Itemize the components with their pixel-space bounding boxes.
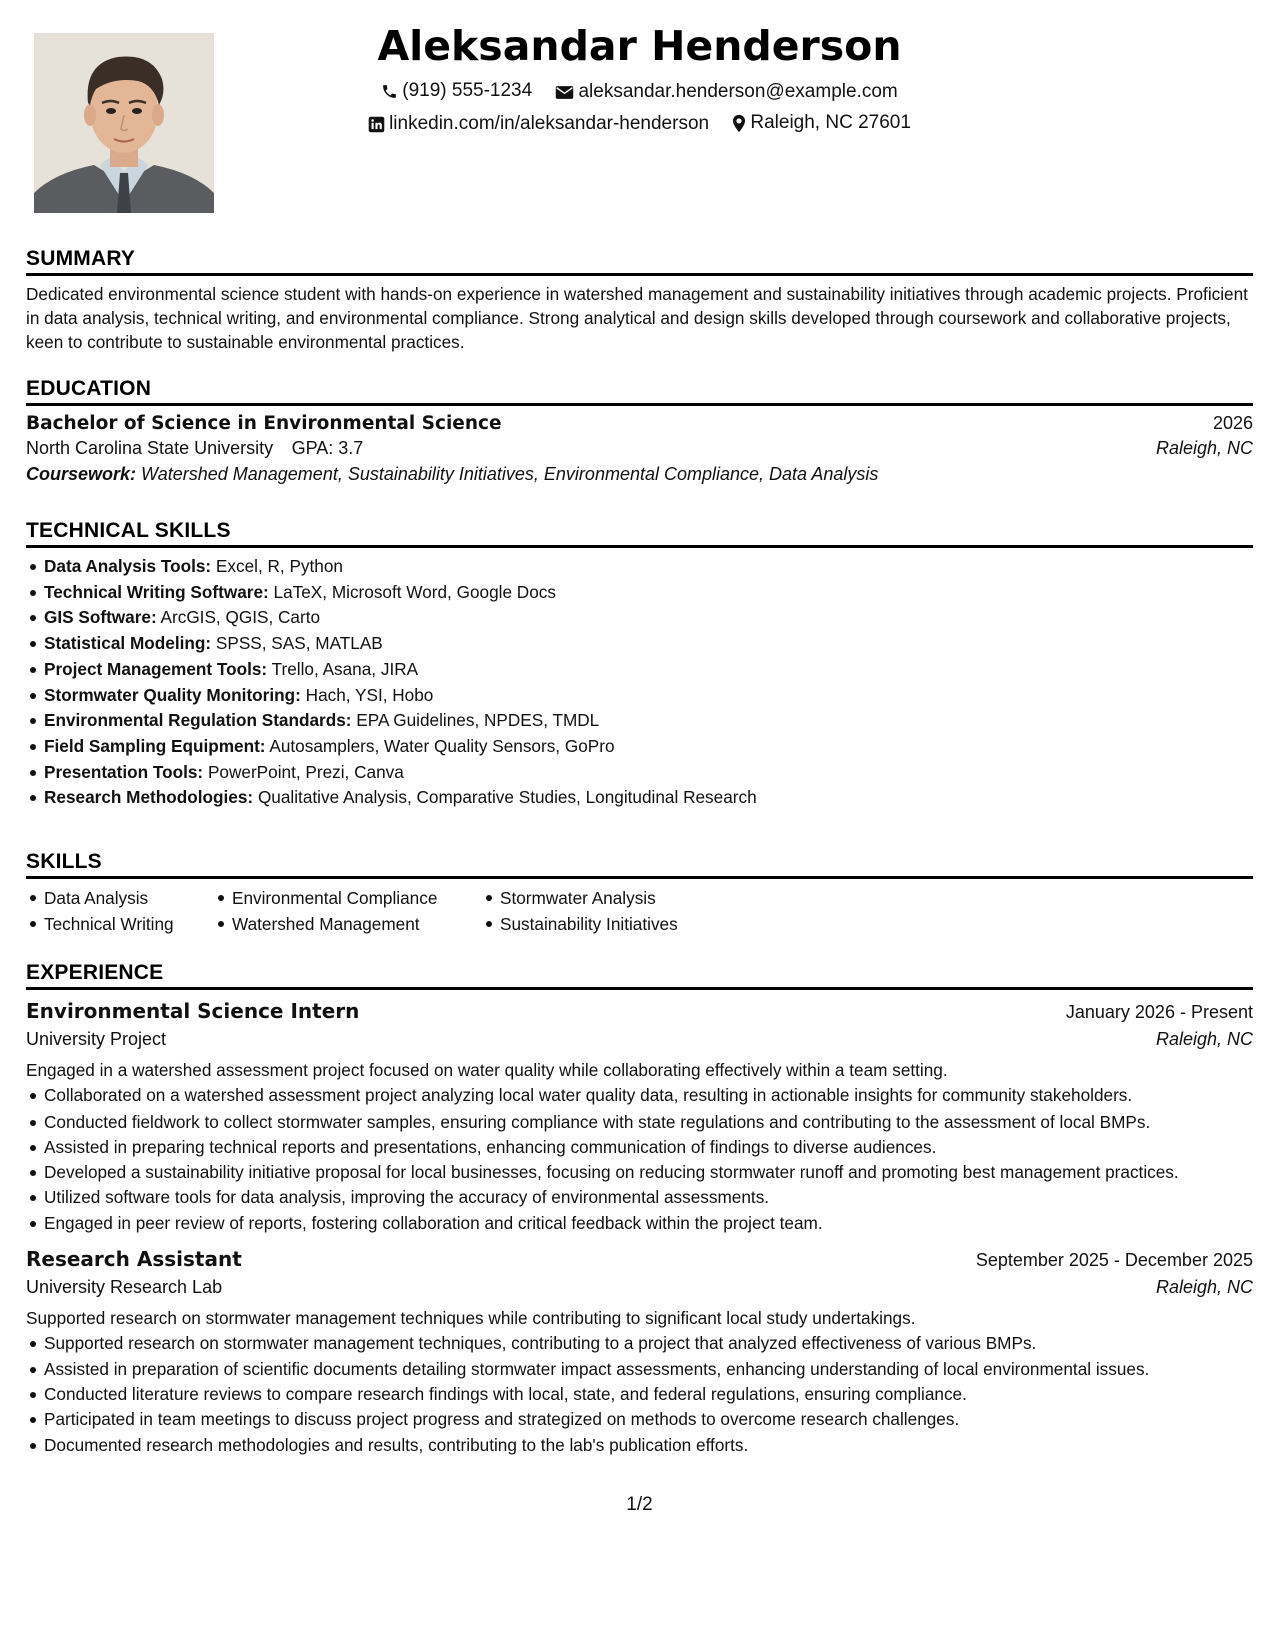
list-item: Environmental Compliance bbox=[232, 885, 482, 911]
skills-grid bbox=[26, 885, 1253, 937]
list-item: Environmental Regulation Standards: EPA Guidelines, NPDES, TMDL bbox=[44, 708, 1253, 734]
map-pin-icon bbox=[732, 114, 746, 133]
job-location: Raleigh, NC bbox=[1155, 1029, 1253, 1049]
location-contact bbox=[732, 112, 911, 134]
job-bullets bbox=[26, 1083, 1253, 1237]
skills-column bbox=[26, 885, 214, 937]
summary-section bbox=[26, 245, 1253, 354]
job-title: Research Assistant bbox=[26, 1246, 242, 1271]
job-bullets bbox=[26, 1331, 1253, 1459]
coursework-label: Coursework: bbox=[26, 464, 137, 484]
skills-column bbox=[482, 885, 750, 937]
list-item: Project Management Tools: Trello, Asana, JIRA bbox=[44, 657, 1253, 683]
list-item: GIS Software: ArcGIS, QGIS, Carto bbox=[44, 605, 1253, 631]
job-dates: January 2026 - Present bbox=[1065, 1002, 1253, 1022]
school-location: Raleigh, NC bbox=[1155, 438, 1253, 458]
experience-section bbox=[26, 959, 1253, 1459]
section-title: TECHNICAL SKILLS bbox=[26, 517, 1253, 548]
graduation-year: 2026 bbox=[1212, 413, 1253, 433]
list-item: Developed a sustainability initiative proposal for local businesses, focusing on reducing stormwater runoff and promoting best management practices. bbox=[44, 1160, 1253, 1184]
contact-line-1 bbox=[26, 80, 1253, 106]
envelope-icon bbox=[555, 85, 574, 100]
degree-title: Bachelor of Science in Environmental Science bbox=[26, 413, 502, 434]
skills-column bbox=[214, 885, 482, 937]
section-title: SUMMARY bbox=[26, 245, 1253, 276]
candidate-name: Aleksandar Henderson bbox=[377, 22, 902, 70]
job-dates: September 2025 - December 2025 bbox=[975, 1249, 1253, 1270]
resume-page bbox=[26, 0, 1253, 1650]
job-entry bbox=[26, 999, 1253, 1237]
list-item: Field Sampling Equipment: Autosamplers, Water Quality Sensors, GoPro bbox=[44, 734, 1253, 760]
section-title: SKILLS bbox=[26, 848, 1253, 879]
contact-line-2 bbox=[26, 112, 1253, 139]
linkedin-icon bbox=[368, 116, 385, 133]
list-item: Conducted fieldwork to collect stormwater samples, ensuring compliance with state regulations and contributing to the assessment of local BMPs. bbox=[44, 1110, 1253, 1134]
technical-skills-section bbox=[26, 517, 1253, 811]
phone-icon bbox=[381, 83, 398, 100]
coursework-list: Watershed Management, Sustainability Initiatives, Environmental Compliance, Data Analysis bbox=[141, 464, 879, 484]
coursework bbox=[26, 464, 1253, 485]
education-section bbox=[26, 375, 1253, 485]
job-description: Supported research on stormwater management techniques while contributing to significant local study undertakings. bbox=[26, 1307, 916, 1328]
page-number: 1/2 bbox=[626, 1494, 653, 1515]
list-item: Supported research on stormwater management techniques, contributing to a project that analyzed effectiveness of various BMPs. bbox=[44, 1331, 1253, 1357]
list-item: Participated in team meetings to discuss project progress and strategized on methods to overcome research challenges. bbox=[44, 1407, 1253, 1433]
phone-contact[interactable] bbox=[381, 80, 532, 102]
list-item: Collaborated on a watershed assessment project analyzing local water quality data, resulting in actionable insights for community stakeholders. bbox=[44, 1083, 1253, 1109]
list-item: Conducted literature reviews to compare research findings with local, state, and federal regulations, ensuring compliance. bbox=[44, 1382, 1253, 1408]
list-item: Sustainability Initiatives bbox=[500, 911, 750, 937]
job-description: Engaged in a watershed assessment project focused on water quality while collaborating effectively within a team setting. bbox=[26, 1060, 948, 1080]
linkedin-contact[interactable] bbox=[368, 113, 709, 135]
list-item: Technical Writing Software: LaTeX, Microsoft Word, Google Docs bbox=[44, 580, 1253, 606]
list-item: Research Methodologies: Qualitative Analysis, Comparative Studies, Longitudinal Research bbox=[44, 785, 1253, 811]
list-item: Presentation Tools: PowerPoint, Prezi, Canva bbox=[44, 760, 1253, 786]
list-item: Stormwater Analysis bbox=[500, 885, 750, 911]
list-item: Assisted in preparing technical reports and presentations, enhancing communication of findings to diverse audiences. bbox=[44, 1135, 1253, 1161]
list-item: Data Analysis Tools: Excel, R, Python bbox=[44, 554, 1253, 580]
list-item: Engaged in peer review of reports, fostering collaboration and critical feedback within the project team. bbox=[44, 1211, 1253, 1237]
list-item: Statistical Modeling: SPSS, SAS, MATLAB bbox=[44, 631, 1253, 657]
job-title: Environmental Science Intern bbox=[26, 999, 360, 1023]
list-item: Data Analysis bbox=[44, 885, 214, 911]
list-item: Assisted in preparation of scientific documents detailing stormwater impact assessments, enhancing understanding of local environmental issues. bbox=[44, 1357, 1253, 1381]
list-item: Documented research methodologies and results, contributing to the lab's publication efforts. bbox=[44, 1433, 1253, 1459]
list-item: Technical Writing bbox=[44, 911, 214, 937]
list-item: Stormwater Quality Monitoring: Hach, YSI, Hobo bbox=[44, 683, 1253, 709]
school-name: North Carolina State University bbox=[26, 438, 274, 458]
phone-text: (919) 555-1234 bbox=[402, 80, 533, 101]
location-text: Raleigh, NC 27601 bbox=[750, 112, 911, 133]
list-item: Watershed Management bbox=[232, 911, 482, 937]
job-organization: University Project bbox=[26, 1029, 167, 1049]
summary-text: Dedicated environmental science student with hands-on experience in watershed management and sustainability initiatives through academic projects. Proficient in data analysis, technical writing, and environmental compliance. Strong analytical and design skills developed through coursework and collaborative projects, keen to contribute to sustainable environmental practices. bbox=[26, 284, 1248, 352]
section-title: EDUCATION bbox=[26, 375, 1253, 406]
email-contact[interactable] bbox=[555, 81, 897, 103]
job-location: Raleigh, NC bbox=[1155, 1276, 1253, 1297]
section-title: EXPERIENCE bbox=[26, 959, 1253, 990]
technical-skills-list bbox=[26, 554, 1253, 811]
linkedin-text: linkedin.com/in/aleksandar-henderson bbox=[389, 113, 710, 134]
gpa: GPA: 3.7 bbox=[291, 438, 364, 458]
list-item: Utilized software tools for data analysis, improving the accuracy of environmental assessments. bbox=[44, 1185, 1253, 1211]
job-entry bbox=[26, 1247, 1253, 1459]
skills-section bbox=[26, 848, 1253, 937]
job-organization: University Research Lab bbox=[26, 1276, 223, 1297]
email-text: aleksandar.henderson@example.com bbox=[578, 81, 898, 102]
